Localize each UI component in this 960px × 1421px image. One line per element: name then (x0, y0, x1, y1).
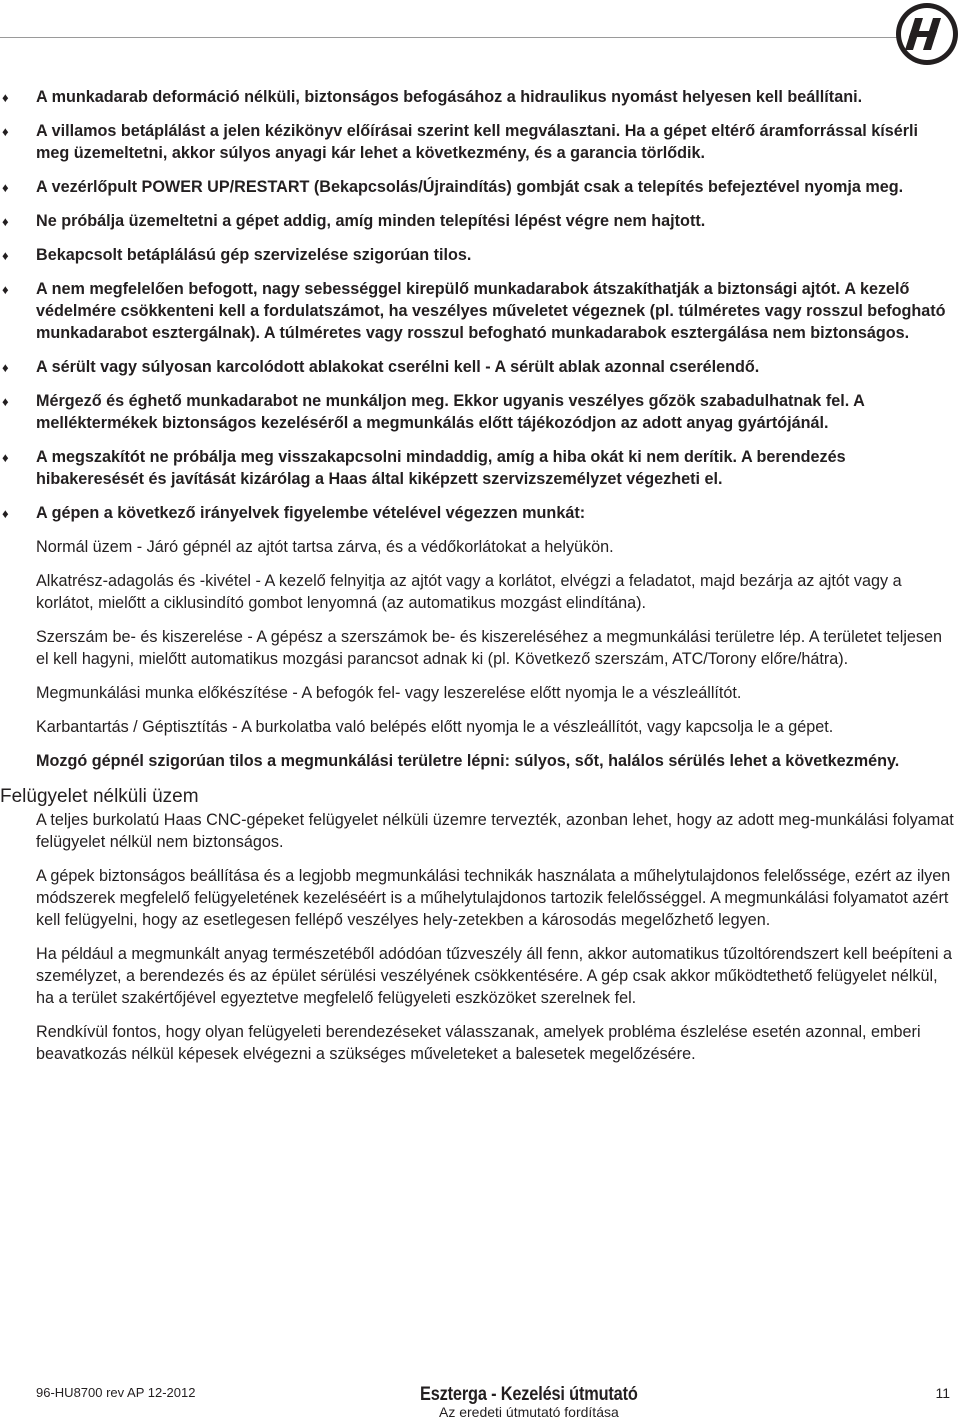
bullet-diamond-icon: ♦ (2, 360, 9, 375)
haas-logo-icon (893, 0, 960, 68)
page-number: 11 (935, 1385, 950, 1401)
list-item: ♦ A gépen a következő irányelvek figyelembe vételével végezzen munkát: (0, 502, 960, 524)
section-paragraph: A gépek biztonságos beállítása és a legjobb megmunkálási technikák használata a műhelytulajdonos felelőssége, ezért az ilyen módszerek megfelelő felügyeletének kezeléséért is a műhelytulajdonos tartozik felelősséggel. A megmunkálási folyamatot azért kell felügyelni, hogy az esetlegesen fellépő veszélyes hely-zetekben a károsodás megelőzhető legyen. (36, 867, 951, 929)
mode-paragraph: Szerszám be- és kiszerelése - A gépész a szerszámok be- és kiszereléséhez a megmunkálási területre lép. A területet teljesen el kell hagyni, mielőtt automatikus mozgási parancsot adnak ki (pl. Következő szerszám, ATC/Torony előre/hátra). (36, 628, 943, 668)
section-paragraph: Ha például a megmunkált anyag természetéből adódóan tűzveszély áll fenn, akkor automatikus tűzoltórendszert kell beépíteni a személyzet, a berendezés és az épület sérülési veszélyének csökkentésére. A gép csak akkor működtethető felügyelet nélkül, ha a terület szakértőjével egyeztetve megfelelő felügyeleti eszközöket szerelnek fel. (36, 945, 953, 1007)
section-paragraph: A teljes burkolatú Haas CNC-gépeket felügyelet nélküli üzemre tervezték, azonban lehet, hogy az adott meg-munkálási folyamat felügyelet nélkül nem biztonságos. (36, 811, 954, 851)
list-item: ♦ A nem megfelelően befogott, nagy sebességgel kirepülő munkadarabok átszakíthatják a biztonsági ajtót. A kezelő védelmére csökkenteni kell a fordulatszámot, ha veszélyes műveletet végeznek (pl. túlméretes vagy rosszul befogható munkadarabot esztergálnak). A túlméretes vagy rosszul befogható munkadarabok esztergálása nem biztonságos. (2, 280, 946, 342)
list-item: ♦ Mérgező és éghető munkadarabot ne munkáljon meg. Ekkor ugyanis veszélyes gőzök szabadulhatnak fel. A melléktermékek biztonságos kezeléséről a megmunkálás előtt tájékozódjon az adott anyag gyártójánál. (2, 392, 865, 432)
section-paragraph: Rendkívül fontos, hogy olyan felügyeleti berendezéseket válasszanak, amelyek probléma észlelése esetén azonnal, emberi beavatkozás nélkül képesek elvégezni a szükséges műveleteket a balesetek megelőzésére. (36, 1023, 921, 1063)
bullet-diamond-icon: ♦ (2, 282, 9, 297)
page-content (0, 86, 960, 1077)
bullet-diamond-icon: ♦ (2, 506, 9, 521)
bullet-diamond-icon: ♦ (2, 214, 9, 229)
footer-title: Eszterga - Kezelési útmutató (420, 1384, 638, 1405)
bullet-diamond-icon: ♦ (2, 90, 9, 105)
bullet-diamond-icon: ♦ (2, 180, 9, 195)
bullet-diamond-icon: ♦ (2, 450, 9, 465)
header-rule (0, 37, 900, 38)
bullet-diamond-icon: ♦ (2, 124, 9, 139)
mode-paragraph: Megmunkálási munka előkészítése - A befogók fel- vagy leszerelése előtt nyomja le a vészleállítót. (36, 684, 742, 702)
list-item: ♦ A munkadarab deformáció nélküli, biztonságos befogásához a hidraulikus nyomást helyesen kell beállítani. (0, 86, 960, 108)
footer-subtitle: Az eredeti útmutató fordítása (439, 1404, 619, 1420)
bullet-diamond-icon: ♦ (2, 394, 9, 409)
warning-paragraph: Mozgó gépnél szigorúan tilos a megmunkálási területre lépni: súlyos, sőt, halálos sérülés lehet a következmény. (36, 752, 900, 770)
footer-doc-code: 96-HU8700 rev AP 12-2012 (36, 1385, 196, 1400)
section-title: Felügyelet nélküli üzem (0, 786, 199, 807)
mode-paragraph: Karbantartás / Géptisztítás - A burkolatba való belépés előtt nyomja le a vészleállítót, vagy kapcsolja le a gépet. (36, 718, 834, 736)
mode-paragraph: Alkatrész-adagolás és -kivétel - A kezelő felnyitja az ajtót vagy a korlátot, elvégzi a feladatot, majd bezárja az ajtót vagy a korlátot, mielőtt a ciklusindító gombot lenyomná (az automatikus mozgást elindítána). (36, 572, 902, 612)
list-item: ♦ A megszakítót ne próbálja meg visszakapcsolni mindaddig, amíg a hiba okát ki nem derítik. A berendezés hibakeresését és javítását kizárólag a Haas által kiképzett szervizszemélyzet végezheti el. (2, 448, 846, 488)
list-item: ♦ A villamos betáplálást a jelen kézikönyv előírásai szerint kell megválasztani. Ha a gépet eltérő áramforrással kísérli meg üzemeltetni, akkor súlyos anyagi kár lehet a következmény, és a garancia törlődik. (2, 122, 919, 162)
list-item: ♦ A vezérlőpult POWER UP/RESTART (Bekapcsolás/Újraindítás) gombját csak a telepítés befejeztével nyomja meg. (0, 176, 960, 198)
list-item: ♦ Ne próbálja üzemeltetni a gépet addig, amíg minden telepítési lépést végre nem hajtott. (0, 210, 960, 232)
bullet-diamond-icon: ♦ (2, 248, 9, 263)
mode-paragraph: Normál üzem - Járó gépnél az ajtót tartsa zárva, és a védőkorlátokat a helyükön. (36, 538, 614, 556)
list-item: ♦ Bekapcsolt betáplálású gép szervizelése szigorúan tilos. (0, 244, 960, 266)
list-item: ♦ A sérült vagy súlyosan karcolódott ablakokat cserélni kell - A sérült ablak azonnal cserélendő. (0, 356, 960, 378)
